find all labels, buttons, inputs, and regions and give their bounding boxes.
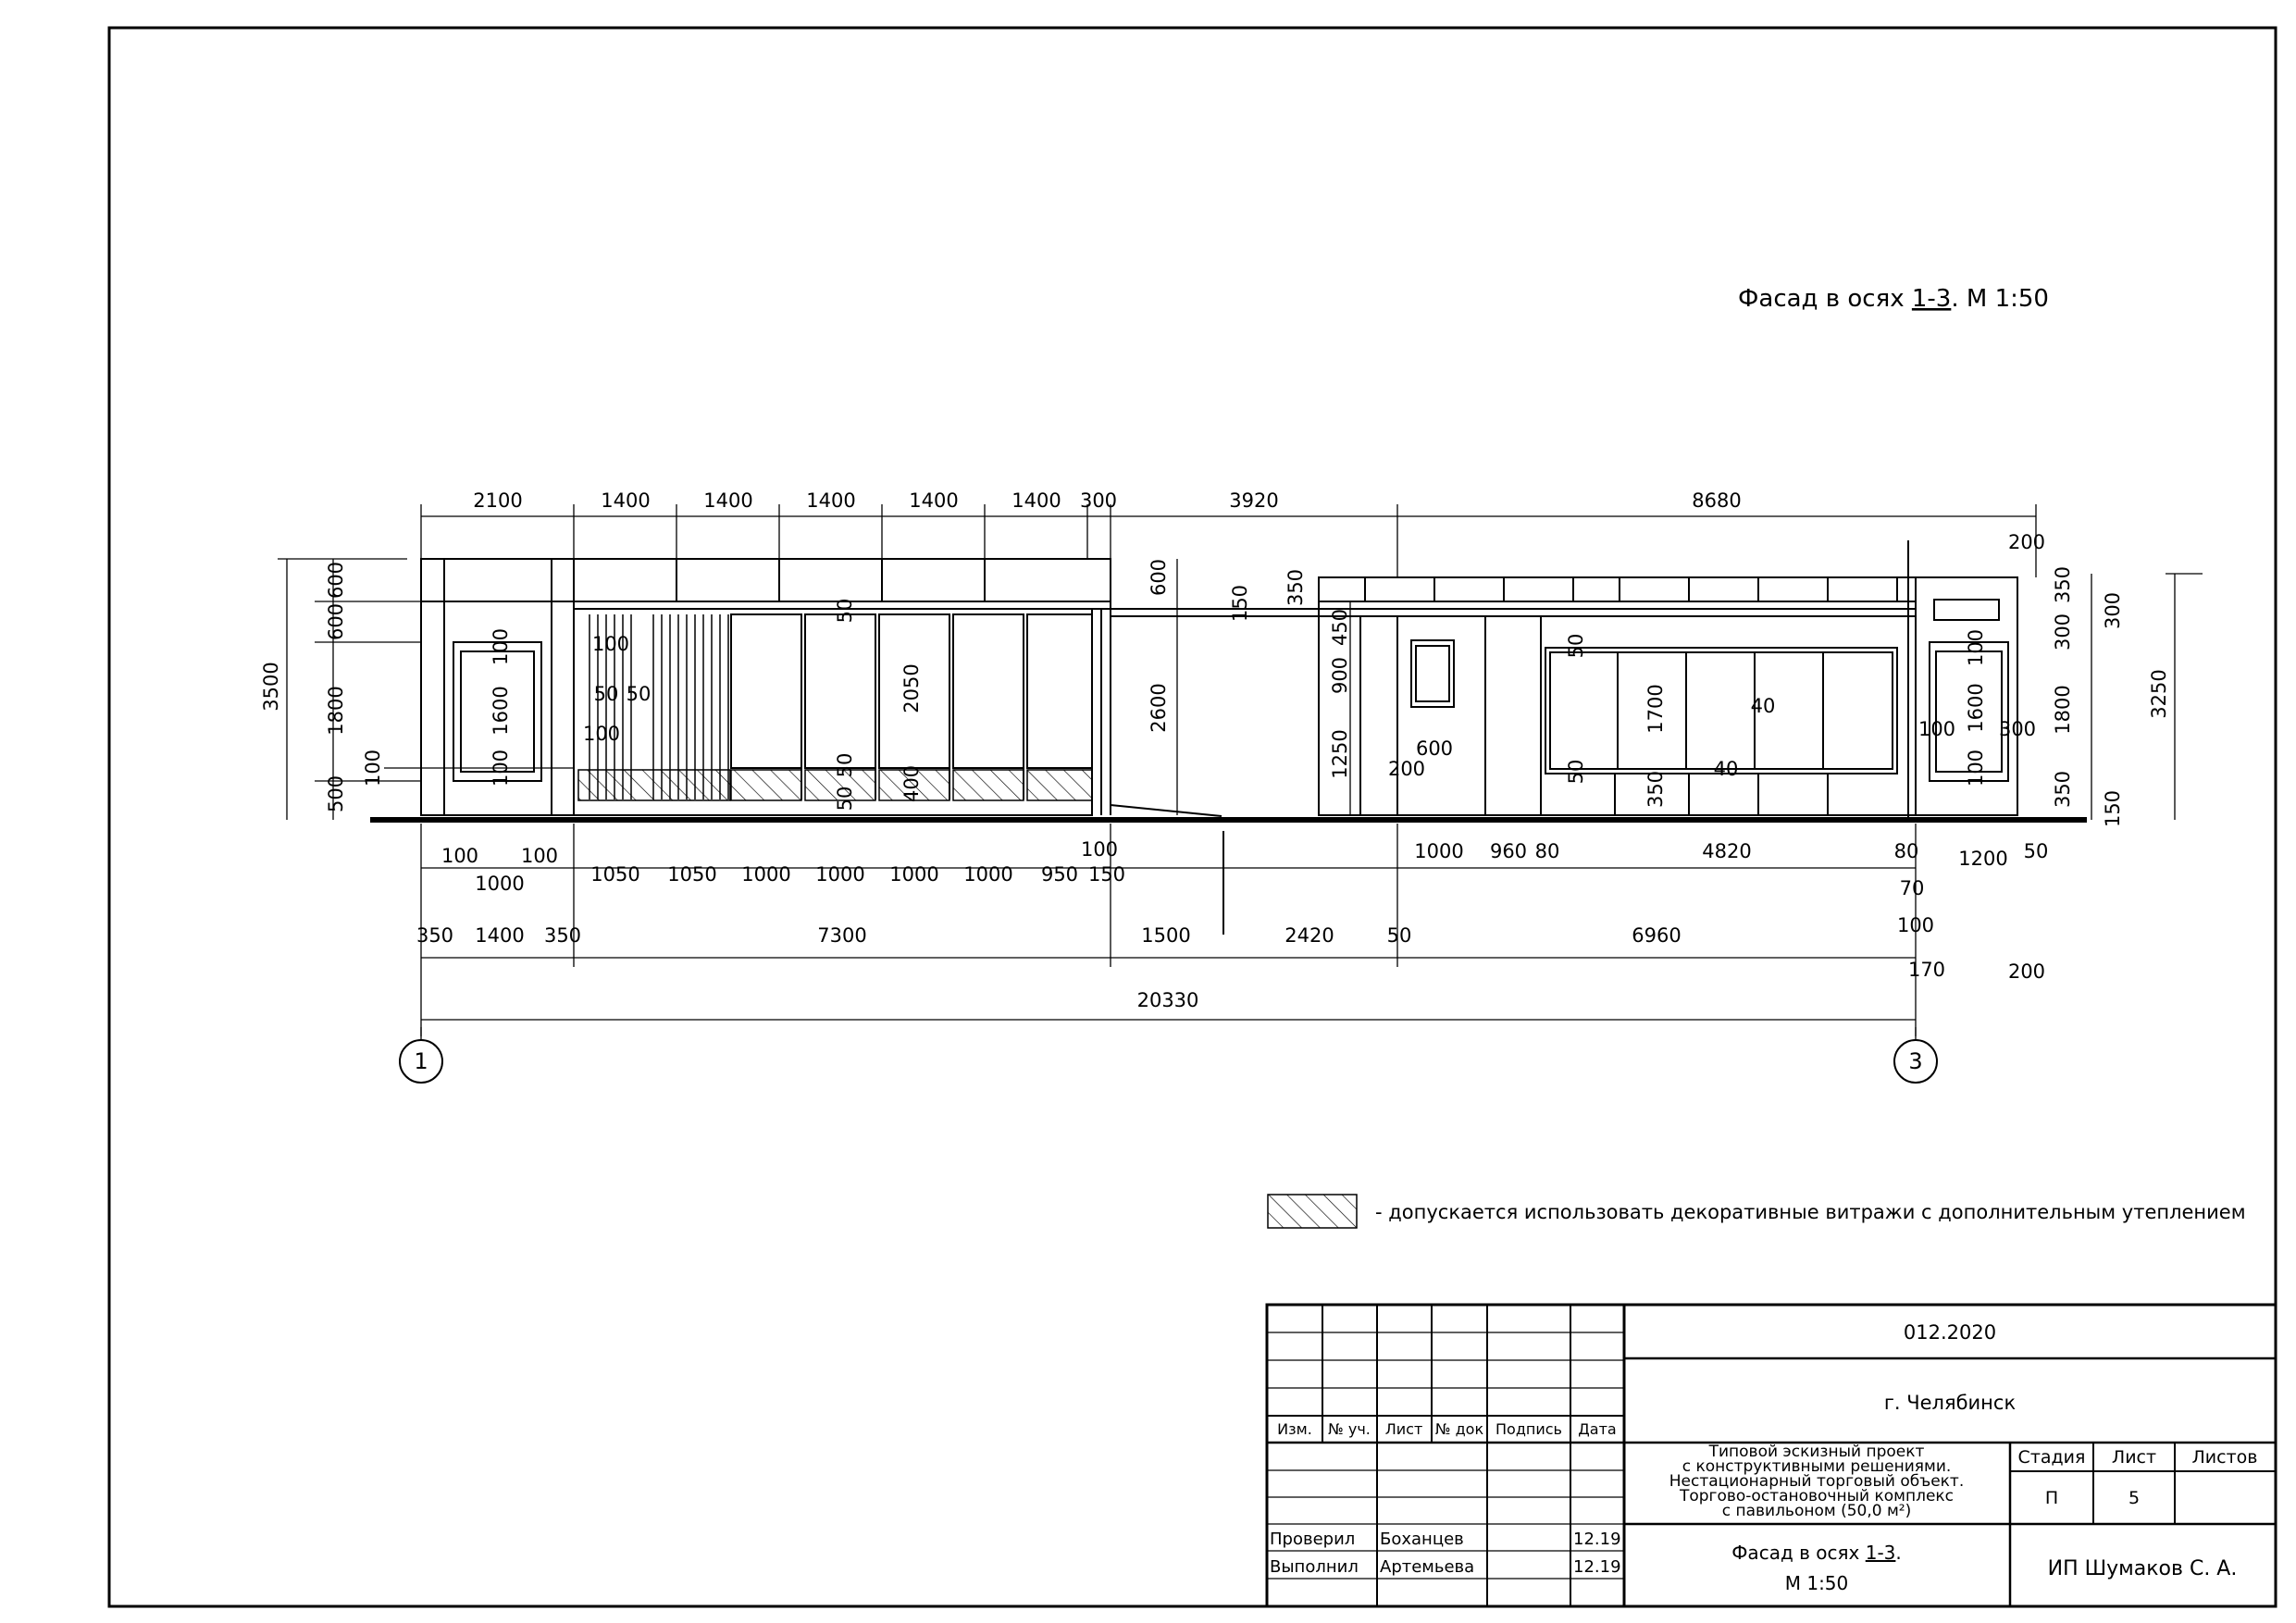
dim-overall: 20330	[1136, 989, 1199, 1011]
dim-vitrage: 50	[834, 786, 856, 812]
dim-bottom: 1000	[815, 863, 865, 886]
tb-date: 12.19	[1573, 1557, 1621, 1577]
dim-middle: 450	[1329, 608, 1351, 647]
dim-top: 8680	[1692, 489, 1742, 512]
dim-bottom: 1000	[475, 873, 525, 895]
tb-sheet-label: Лист	[2111, 1447, 2157, 1468]
tb-sheet-scale: М 1:50	[1784, 1572, 1849, 1594]
dim-top: 1400	[909, 489, 959, 512]
legend-text: - допускается использовать декоративные витражи с дополнительным утеплением	[1375, 1201, 2246, 1223]
dim-top: 2100	[473, 489, 523, 512]
tb-project-line: Нестационарный торговый объект.	[1669, 1472, 1965, 1491]
dim-middle: 600	[1415, 737, 1454, 760]
dim-bottom: 100	[520, 845, 559, 867]
dim-bottom: 950	[1040, 863, 1079, 886]
dim-pavilion: 50	[1565, 759, 1587, 785]
dim-bottom: 100	[1080, 838, 1119, 861]
dim-right-inner: 1600	[1965, 683, 1987, 733]
dim-bottom: 4820	[1702, 840, 1752, 862]
tb-role: Проверил	[1270, 1530, 1356, 1549]
tb-date: 12.19	[1573, 1530, 1621, 1549]
dim-top: 1400	[806, 489, 856, 512]
tb-sheet: 5	[2128, 1488, 2141, 1508]
dim-middle: 350	[1285, 568, 1307, 607]
dim-left: 600	[325, 561, 347, 600]
title-axes: 1-3	[1911, 285, 1952, 313]
tb-header: Изм.	[1277, 1420, 1312, 1438]
dim-pavilion: 1700	[1644, 684, 1667, 734]
dim-vitrage: 2050	[900, 663, 923, 713]
roof-attic	[574, 559, 1111, 601]
decorative-panel	[953, 770, 1024, 800]
dim-left-inner: 100	[490, 627, 512, 666]
tb-code: 012.2020	[1903, 1321, 1997, 1344]
dim-vitrage: 50	[834, 598, 856, 624]
dim-bottom2: 1500	[1141, 924, 1191, 947]
tb-city: г. Челябинск	[1883, 1392, 2017, 1414]
dim-vitrage: 400	[900, 764, 923, 803]
tb-name: Боханцев	[1380, 1530, 1464, 1549]
dim-right: 3250	[2148, 669, 2170, 719]
dim-vitrage: 50	[834, 752, 856, 778]
dim-bottom2: 350	[416, 924, 454, 947]
dim-vitrage: 50	[593, 683, 619, 705]
dim-left: 600	[325, 602, 347, 641]
dim-left: 500	[325, 774, 347, 813]
dim-bottom: 1000	[889, 863, 939, 886]
tb-stage-label: Стадия	[2017, 1447, 2086, 1468]
tb-project-line: с павильоном (50,0 м²)	[1721, 1502, 1912, 1520]
dim-left-inner: 100	[490, 749, 512, 787]
dim-bottom: 1050	[590, 863, 640, 886]
dimension-labels	[260, 489, 2170, 1011]
dim-bottom2: 350	[543, 924, 582, 947]
dim-bottom2: 170	[1907, 959, 1946, 981]
dim-pavilion: 50	[1565, 633, 1587, 659]
dim-bottom: 1200	[1958, 848, 2008, 870]
dim-right: 300	[2052, 613, 2074, 651]
tb-header: Лист	[1384, 1420, 1423, 1438]
dim-top: 300	[1079, 489, 1118, 512]
dim-right-inner: 300	[1998, 718, 2037, 740]
dim-bottom: 960	[1489, 840, 1528, 862]
axis-markers	[400, 1027, 1937, 1083]
dim-bottom: 80	[1534, 840, 1560, 862]
dim-bottom: 150	[1087, 863, 1126, 886]
tb-company: ИП Шумаков С. А.	[2047, 1557, 2238, 1580]
dim-bottom2: 100	[1896, 914, 1935, 936]
dim-right-inner: 100	[1965, 749, 1987, 787]
title-block-text	[1270, 1321, 2257, 1594]
dim-left-inner: 100	[362, 749, 384, 787]
svg-text:Фасад в осях 1-3. М 1:50: Фасад в осях 1-3. М 1:50	[1738, 285, 2049, 313]
dim-middle: 1250	[1329, 729, 1351, 779]
dim-bottom: 70	[1899, 877, 1925, 899]
axis-label: 3	[1908, 1048, 1923, 1074]
dim-left: 3500	[260, 662, 282, 712]
dim-right: 350	[2052, 770, 2074, 809]
tb-project-line: Типовой эскизный проект	[1708, 1443, 1925, 1461]
legend-hatch-swatch	[1268, 1195, 1357, 1228]
dim-vitrage: 100	[591, 633, 630, 655]
tb-stage: П	[2044, 1488, 2059, 1508]
dim-left-inner: 1600	[490, 686, 512, 736]
dim-bottom: 1000	[741, 863, 791, 886]
dim-top: 1400	[1011, 489, 1061, 512]
decorative-panel	[578, 770, 730, 800]
dim-bottom: 80	[1893, 840, 1919, 862]
tb-sheets-label: Листов	[2191, 1447, 2258, 1468]
decorative-panel	[731, 770, 801, 800]
tb-project-line: с конструктивными решениями.	[1682, 1457, 1952, 1476]
tb-header: № док	[1434, 1420, 1484, 1438]
tb-header: Дата	[1578, 1420, 1617, 1438]
dim-right: 350	[2052, 565, 2074, 604]
dim-middle: 2600	[1148, 683, 1170, 733]
dim-pavilion: 350	[1644, 770, 1667, 809]
dim-right-inner: 100	[1965, 628, 1987, 667]
tb-sheet-title: Фасад в осях 1-3.	[1731, 1542, 1902, 1564]
dim-bottom2: 200	[2007, 960, 2046, 983]
dim-middle: 200	[1387, 758, 1426, 780]
dim-bottom: 1000	[1414, 840, 1464, 862]
drawing-title	[1738, 285, 2049, 313]
dim-bottom2: 1400	[475, 924, 525, 947]
tb-header: Подпись	[1496, 1420, 1562, 1438]
dim-bottom: 1000	[963, 863, 1013, 886]
dim-bottom2: 2420	[1285, 924, 1334, 947]
dim-right: 1800	[2052, 685, 2074, 735]
tb-project-line: Торгово-остановочный комплекс	[1679, 1487, 1955, 1505]
dim-vitrage: 100	[582, 723, 621, 745]
dim-top: 1400	[601, 489, 651, 512]
legend	[1268, 1195, 2246, 1228]
dimension-lines	[278, 504, 2203, 1036]
dim-bottom2: 50	[1386, 924, 1412, 947]
dim-top: 200	[2007, 531, 2046, 553]
pavilion-window	[1411, 640, 1454, 707]
axis-label: 1	[414, 1048, 428, 1074]
dim-pavilion: 40	[1713, 758, 1739, 780]
dim-bottom: 100	[441, 845, 479, 867]
dim-left: 1800	[325, 686, 347, 736]
tb-name: Артемьева	[1380, 1557, 1475, 1577]
dim-top: 1400	[703, 489, 753, 512]
dim-bottom: 1050	[667, 863, 717, 886]
dim-bottom2: 7300	[817, 924, 867, 947]
dim-vitrage: 50	[626, 683, 652, 705]
dim-pavilion: 40	[1750, 695, 1776, 717]
dim-middle: 900	[1329, 656, 1351, 695]
dim-top: 3920	[1229, 489, 1279, 512]
decorative-panel	[1027, 770, 1092, 800]
dim-bottom: 50	[2023, 840, 2049, 862]
dim-right: 150	[2102, 789, 2124, 828]
dim-middle: 150	[1229, 584, 1251, 623]
pavilion-vitrage	[1545, 648, 1897, 774]
dim-right-inner: 100	[1917, 718, 1956, 740]
dim-middle: 600	[1148, 558, 1170, 597]
dim-bottom2: 6960	[1632, 924, 1682, 947]
dim-right: 300	[2102, 591, 2124, 630]
tb-role: Выполнил	[1270, 1557, 1359, 1577]
tb-header: № уч.	[1328, 1420, 1371, 1438]
